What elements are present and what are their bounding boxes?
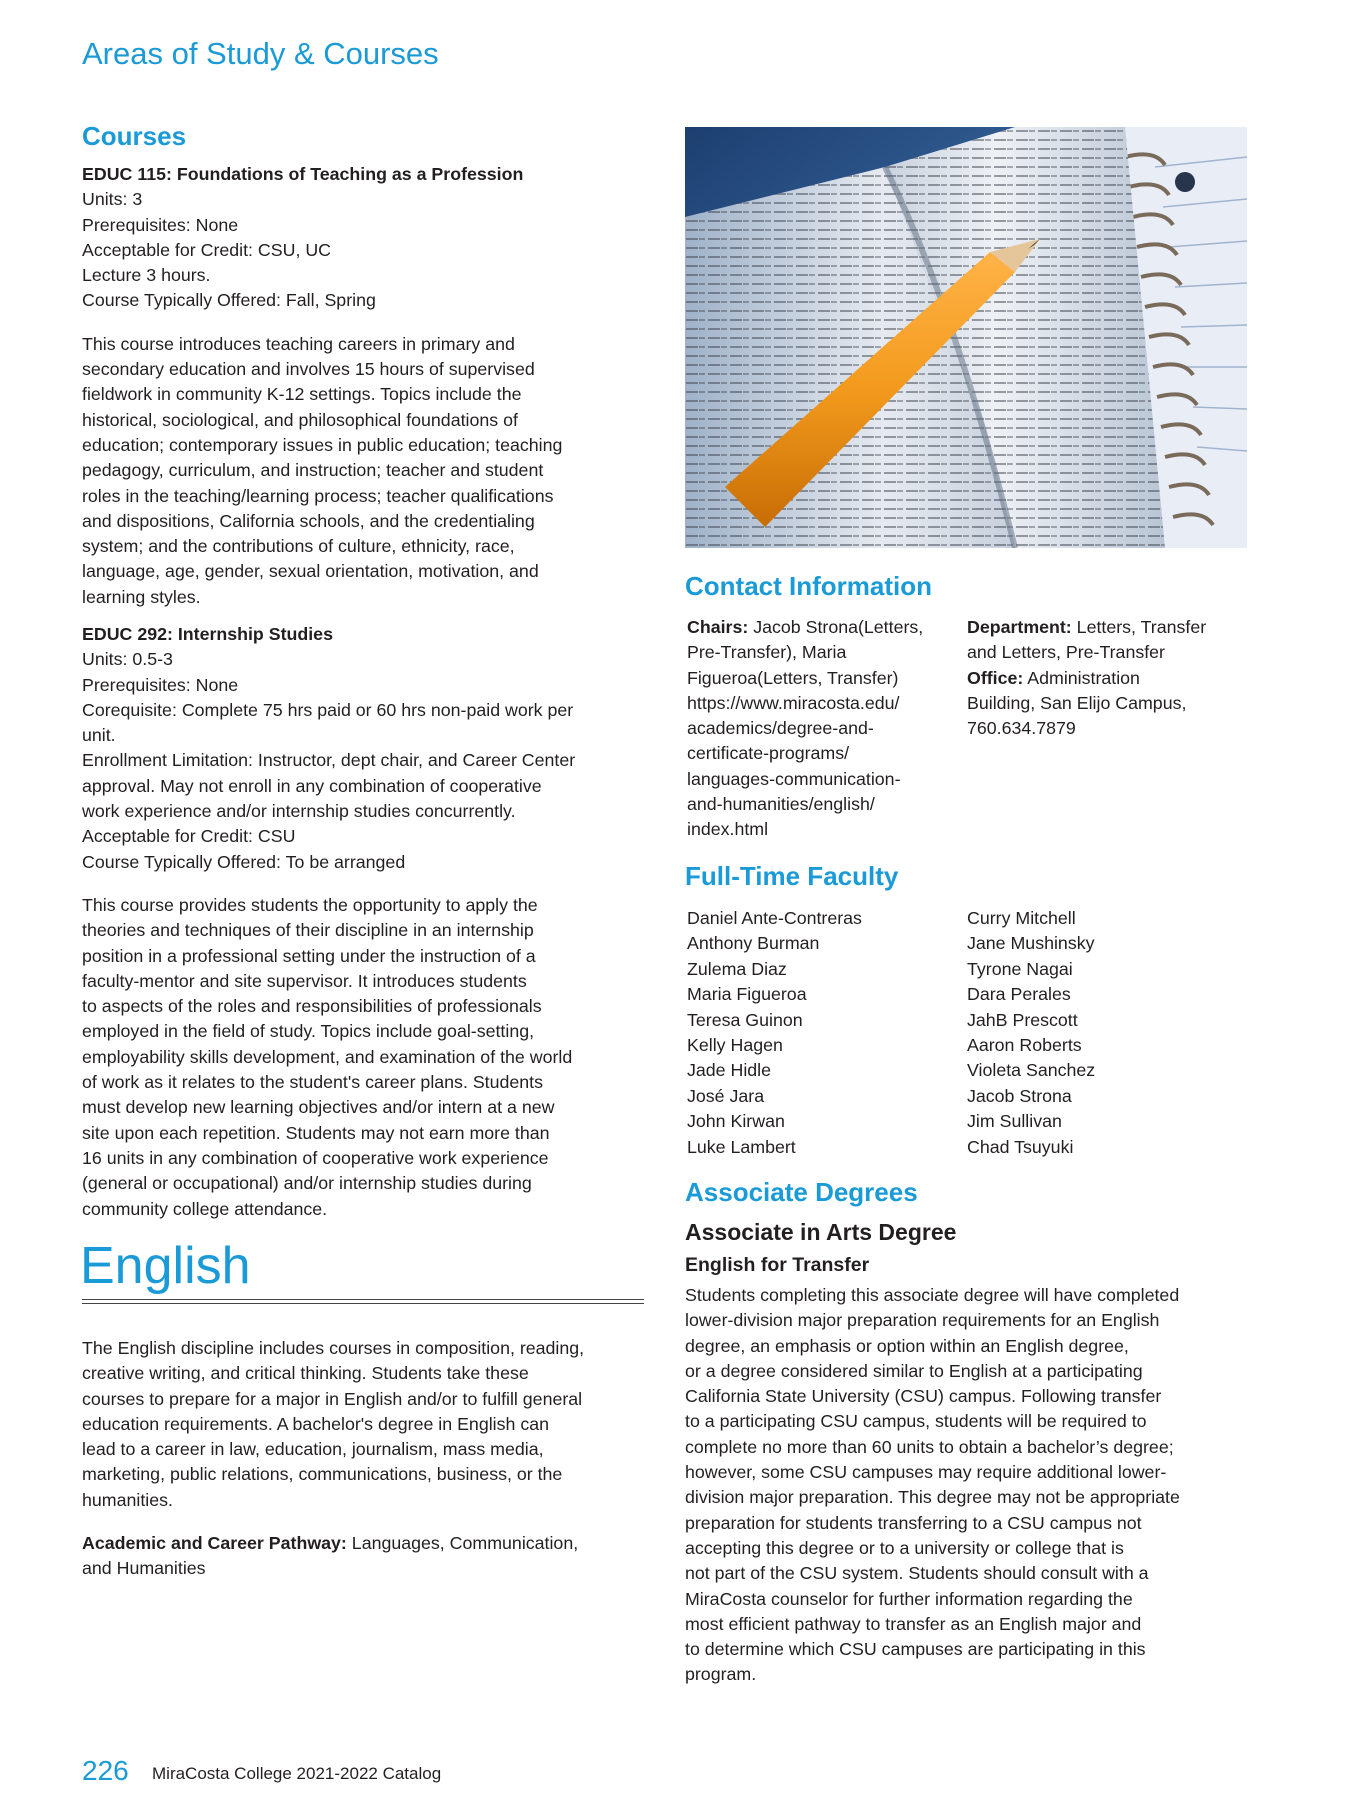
department-label: Department: bbox=[967, 617, 1072, 637]
phone-number: 760.634.7879 bbox=[967, 718, 1076, 739]
degree-line: complete no more than 60 units to obtain a bachelor’s degree; bbox=[685, 1436, 1174, 1457]
degree-description bbox=[685, 1283, 1265, 1688]
faculty-heading-wrap bbox=[685, 860, 898, 892]
section-heading-degrees: Associate Degrees bbox=[685, 1177, 918, 1207]
degree-line: or a degree considered similar to English at a participating bbox=[685, 1360, 1143, 1381]
description-line: of work as it relates to the student's career plans. Students bbox=[82, 1072, 544, 1093]
faculty-name: Chad Tsuyuki bbox=[967, 1136, 1074, 1157]
description-line: employed in the field of study. Topics include goal-setting, bbox=[82, 1021, 535, 1042]
faculty-name: Violeta Sanchez bbox=[967, 1060, 1096, 1081]
pathway-value: Languages, Communication, bbox=[346, 1533, 579, 1554]
degree-line: degree, an emphasis or option within an English degree, bbox=[685, 1335, 1129, 1356]
description-line: position in a professional setting under the instruction of a bbox=[82, 945, 536, 966]
faculty-list-col1 bbox=[687, 906, 952, 1160]
degree-line: lower-division major preparation requirements for an English bbox=[685, 1310, 1160, 1331]
faculty-name: Curry Mitchell bbox=[967, 908, 1076, 928]
course-detail: approval. May not enroll in any combination of cooperative bbox=[82, 775, 542, 796]
faculty-name: Dara Perales bbox=[967, 984, 1071, 1005]
website-link[interactable]: and-humanities/english/ bbox=[687, 794, 875, 815]
description-line: This course provides students the opportunity to apply the bbox=[82, 894, 538, 915]
faculty-name: Aaron Roberts bbox=[967, 1035, 1082, 1056]
faculty-name: Kelly Hagen bbox=[687, 1035, 783, 1056]
chairs-label: Chairs: bbox=[687, 617, 749, 637]
degree-line: most efficient pathway to transfer as an English major and bbox=[685, 1613, 1142, 1634]
chairs-value: Figueroa(Letters, Transfer) bbox=[687, 667, 899, 688]
course-educ-292 bbox=[82, 622, 652, 1222]
course-detail: Enrollment Limitation: Instructor, dept chair, and Career Center bbox=[82, 750, 576, 771]
course-title: EDUC 292: Internship Studies bbox=[82, 624, 333, 644]
faculty-name: Anthony Burman bbox=[687, 933, 820, 954]
description-line: roles in the teaching/learning process; teacher qualifications bbox=[82, 485, 554, 506]
pathway-label: Academic and Career Pathway: bbox=[82, 1533, 347, 1554]
faculty-name: JahB Prescott bbox=[967, 1009, 1078, 1030]
description-line: to aspects of the roles and responsibilities of professionals bbox=[82, 996, 542, 1017]
degree-line: accepting this degree or to a university or college that is bbox=[685, 1537, 1124, 1558]
description-line: This course introduces teaching careers in primary and bbox=[82, 333, 515, 354]
faculty-name: Maria Figueroa bbox=[687, 984, 807, 1005]
faculty-name: Jim Sullivan bbox=[967, 1111, 1062, 1132]
description-line: fieldwork in community K-12 settings. Topics include the bbox=[82, 384, 522, 405]
course-description bbox=[82, 332, 652, 610]
faculty-name: Jane Mushinsky bbox=[967, 933, 1095, 954]
course-detail: unit. bbox=[82, 725, 116, 746]
degree-line: to determine which CSU campuses are participating in this bbox=[685, 1639, 1146, 1660]
description-line: (general or occupational) and/or internship studies during bbox=[82, 1173, 532, 1194]
description-line: employability skills development, and examination of the world bbox=[82, 1046, 573, 1067]
degree-line: division major preparation. This degree may not be appropriate bbox=[685, 1487, 1180, 1508]
intro-line: courses to prepare for a major in English and/or to fulfill general bbox=[82, 1388, 583, 1409]
degree-line: to a participating CSU campus, students will be required to bbox=[685, 1411, 1147, 1432]
course-detail: Lecture 3 hours. bbox=[82, 265, 211, 286]
faculty-name: Jacob Strona bbox=[967, 1085, 1072, 1106]
course-educ-115 bbox=[82, 162, 652, 610]
faculty-name: Luke Lambert bbox=[687, 1136, 796, 1157]
department-value: Letters, Transfer bbox=[1071, 617, 1207, 637]
description-line: and dispositions, California schools, and the credentialing bbox=[82, 510, 535, 531]
website-link[interactable]: index.html bbox=[687, 819, 769, 840]
faculty-name: Jade Hidle bbox=[687, 1060, 772, 1081]
page-header-title: Areas of Study & Courses bbox=[82, 36, 439, 71]
course-detail: Acceptable for Credit: CSU bbox=[82, 826, 296, 847]
course-detail: Course Typically Offered: Fall, Spring bbox=[82, 290, 376, 311]
intro-line: education requirements. A bachelor's degree in English can bbox=[82, 1413, 549, 1434]
course-detail: Acceptable for Credit: CSU, UC bbox=[82, 239, 332, 260]
course-detail: Units: 3 bbox=[82, 189, 143, 210]
degree-line: preparation for students transferring to a CSU campus not bbox=[685, 1512, 1142, 1533]
faculty-name: Teresa Guinon bbox=[687, 1009, 803, 1030]
page-number: 226 bbox=[82, 1755, 129, 1786]
office-value: Building, San Elijo Campus, bbox=[967, 692, 1187, 713]
description-line: language, age, gender, sexual orientation, motivation, and bbox=[82, 561, 539, 582]
faculty-name: Daniel Ante-Contreras bbox=[687, 908, 862, 928]
office-value: Administration bbox=[1023, 667, 1140, 688]
catalog-name: MiraCosta College 2021-2022 Catalog bbox=[152, 1764, 442, 1783]
courses-heading bbox=[82, 120, 186, 152]
website-link[interactable]: languages-communication- bbox=[687, 768, 901, 789]
course-description bbox=[82, 893, 652, 1222]
description-line: must develop new learning objectives and/or intern at a new bbox=[82, 1097, 555, 1118]
faculty-name: Tyrone Nagai bbox=[967, 958, 1073, 979]
degree-name-heading: English for Transfer bbox=[685, 1254, 870, 1276]
career-pathway bbox=[82, 1531, 657, 1556]
course-title: EDUC 115: Foundations of Teaching as a Profession bbox=[82, 164, 524, 184]
course-detail: Course Typically Offered: To be arranged bbox=[82, 851, 406, 872]
office-label: Office: bbox=[967, 667, 1024, 688]
english-title: English bbox=[80, 1237, 251, 1295]
english-intro bbox=[82, 1336, 657, 1582]
intro-line: marketing, public relations, communications, business, or the bbox=[82, 1464, 563, 1485]
description-line: site upon each repetition. Students may not earn more than bbox=[82, 1122, 550, 1143]
contact-heading-wrap bbox=[685, 570, 932, 602]
degree-line: program. bbox=[685, 1664, 757, 1685]
dictionary-pencil-photo bbox=[685, 127, 1247, 548]
faculty-name: John Kirwan bbox=[687, 1111, 785, 1132]
description-line: faculty-mentor and site supervisor. It introduces students bbox=[82, 970, 527, 991]
degree-line: however, some CSU campuses may require additional lower- bbox=[685, 1462, 1167, 1483]
course-detail: Units: 0.5-3 bbox=[82, 649, 173, 670]
website-link[interactable]: certificate-programs/ bbox=[687, 743, 850, 764]
course-detail: work experience and/or internship studies concurrently. bbox=[82, 801, 516, 822]
description-line: 16 units in any combination of cooperative work experience bbox=[82, 1147, 549, 1168]
course-detail: Corequisite: Complete 75 hrs paid or 60 hrs non-paid work per bbox=[82, 699, 574, 720]
course-detail: Prerequisites: None bbox=[82, 214, 239, 235]
degree-line: not part of the CSU system. Students should consult with a bbox=[685, 1563, 1149, 1584]
contact-chairs bbox=[687, 615, 952, 843]
website-link[interactable]: https://www.miracosta.edu/ bbox=[687, 692, 900, 713]
section-heading-faculty: Full-Time Faculty bbox=[685, 861, 899, 891]
intro-line: lead to a career in law, education, journalism, mass media, bbox=[82, 1439, 544, 1460]
intro-line: creative writing, and critical thinking. Students take these bbox=[82, 1363, 529, 1384]
description-line: community college attendance. bbox=[82, 1198, 328, 1219]
english-title-rule bbox=[82, 1299, 644, 1304]
contact-department bbox=[967, 615, 1247, 741]
intro-line: The English discipline includes courses in composition, reading, bbox=[82, 1338, 585, 1358]
description-line: theories and techniques of their discipline in an internship bbox=[82, 920, 534, 941]
pathway-value-cont: and Humanities bbox=[82, 1558, 206, 1579]
description-line: secondary education and involves 15 hours of supervised bbox=[82, 359, 535, 380]
section-heading-courses: Courses bbox=[82, 121, 187, 151]
course-detail: Prerequisites: None bbox=[82, 674, 239, 695]
degree-line: MiraCosta counselor for further information regarding the bbox=[685, 1588, 1133, 1609]
department-value: and Letters, Pre-Transfer bbox=[967, 642, 1165, 663]
description-line: pedagogy, curriculum, and instruction; teacher and student bbox=[82, 460, 544, 481]
degree-line: California State University (CSU) campus. Following transfer bbox=[685, 1386, 1162, 1407]
degree-line: Students completing this associate degree will have completed bbox=[685, 1285, 1180, 1305]
degree-type-heading: Associate in Arts Degree bbox=[685, 1219, 957, 1245]
section-heading-contact: Contact Information bbox=[685, 571, 932, 601]
intro-line: humanities. bbox=[82, 1489, 173, 1510]
faculty-name: Zulema Diaz bbox=[687, 958, 787, 979]
faculty-list-col2 bbox=[967, 906, 1237, 1160]
chairs-value: Pre-Transfer), Maria bbox=[687, 642, 847, 663]
chairs-value: Jacob Strona(Letters, bbox=[748, 617, 924, 637]
description-line: learning styles. bbox=[82, 586, 201, 607]
description-line: system; and the contributions of culture, ethnicity, race, bbox=[82, 536, 515, 557]
faculty-name: José Jara bbox=[687, 1085, 765, 1106]
description-line: education; contemporary issues in public education; teaching bbox=[82, 434, 563, 455]
description-line: historical, sociological, and philosophical foundations of bbox=[82, 409, 518, 430]
website-link[interactable]: academics/degree-and- bbox=[687, 718, 874, 739]
degrees-heading-wrap bbox=[685, 1176, 918, 1208]
